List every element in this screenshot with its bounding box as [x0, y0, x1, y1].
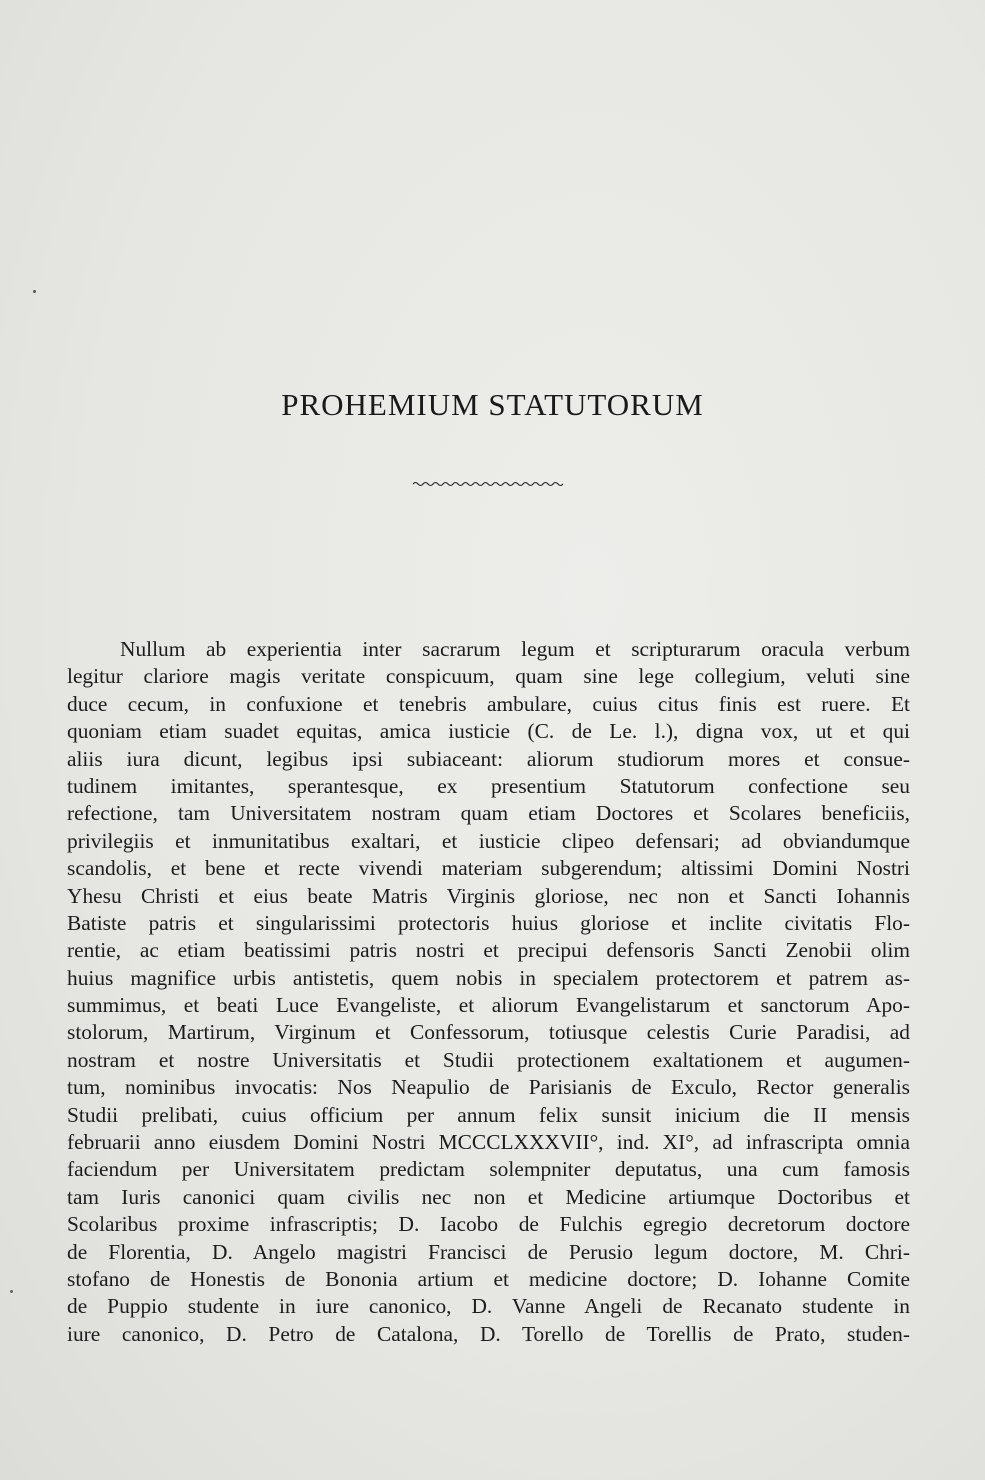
paper-speck	[33, 290, 36, 293]
text-line: tum, nominibus invocatis: Nos Neapulio de Parisianis de Exculo, Rector generalis	[67, 1075, 910, 1100]
text-line: aliis iura dicunt, legibus ipsi subiaceant: aliorum studiorum mores et consue-	[67, 746, 910, 771]
text-line: nostram et nostre Universitatis et Studii protectionem exaltationem et augumen-	[67, 1047, 910, 1072]
body-paragraph	[67, 636, 910, 1348]
text-line: rentie, ac etiam beatissimi patris nostri et precipui defensoris Sancti Zenobii olim	[67, 938, 910, 963]
text-line: huius magnifice urbis antistetis, quem nobis in specialem protectorem et patrem as-	[67, 965, 910, 990]
text-line: privilegiis et inmunitatibus exaltari, et iusticie clipeo defensari; ad obviandumque	[67, 828, 910, 853]
text-line: scandolis, et bene et recte vivendi materiam subgerendum; altissimi Domini Nostri	[67, 856, 910, 881]
text-line: tam Iuris canonici quam civilis nec non et Medicine artiumque Doctoribus et	[67, 1184, 910, 1209]
paper-speck	[10, 1290, 13, 1293]
text-line: stofano de Honestis de Bononia artium et medicine doctore; D. Iohanne Comite	[67, 1266, 910, 1291]
text-line: quoniam etiam suadet equitas, amica iusticie (C. de Le. l.), digna vox, ut et qui	[67, 719, 910, 744]
text-line: summimus, et beati Luce Evangeliste, et aliorum Evangelistarum et sanctorum Apo-	[67, 993, 910, 1018]
text-line: Nullum ab experientia inter sacrarum legum et scripturarum oracula verbum	[120, 637, 910, 661]
text-line: legitur clariore magis veritate conspicuum, quam sine lege collegium, veluti sine	[67, 664, 910, 689]
text-line: stolorum, Martirum, Virginum et Confessorum, totiusque celestis Curie Paradisi, ad	[67, 1020, 910, 1045]
text-line: Scolaribus proxime infrascriptis; D. Iacobo de Fulchis egregio decretorum doctore	[67, 1212, 910, 1237]
page-title: PROHEMIUM STATUTORUM	[281, 387, 704, 422]
text-line: refectione, tam Universitatem nostram quam etiam Doctores et Scolares beneficiis,	[67, 801, 910, 826]
show-through-reverse-text	[70, 100, 920, 660]
text-line: februarii anno eiusdem Domini Nostri MCCCLXXXVII°, ind. XI°, ad infrascripta omnia	[67, 1130, 910, 1155]
text-line: faciendum per Universitatem predictam solempniter deputatus, una cum famosis	[67, 1157, 910, 1182]
text-line: de Puppio studente in iure canonico, D. Vanne Angeli de Recanato studente in	[67, 1294, 910, 1319]
ornament-divider-icon	[413, 480, 563, 488]
text-line: Yhesu Christi et eius beate Matris Virginis gloriose, nec non et Sancti Iohannis	[67, 883, 910, 908]
text-line: duce cecum, in confuxione et tenebris ambulare, cuius citus finis est ruere. Et	[67, 691, 910, 716]
text-line: Studii prelibati, cuius officium per annum felix sunsit inicium die II mensis	[67, 1102, 910, 1127]
text-line: tudinem imitantes, sperantesque, ex presentium Statutorum confectione seu	[67, 773, 910, 798]
text-line: iure canonico, D. Petro de Catalona, D. Torello de Torellis de Prato, studen-	[67, 1321, 910, 1346]
text-line: de Florentia, D. Angelo magistri Francisci de Perusio legum doctore, M. Chri-	[67, 1239, 910, 1264]
text-line: Batiste patris et singularissimi protectoris huius gloriose et inclite civitatis Flo-	[67, 910, 910, 935]
